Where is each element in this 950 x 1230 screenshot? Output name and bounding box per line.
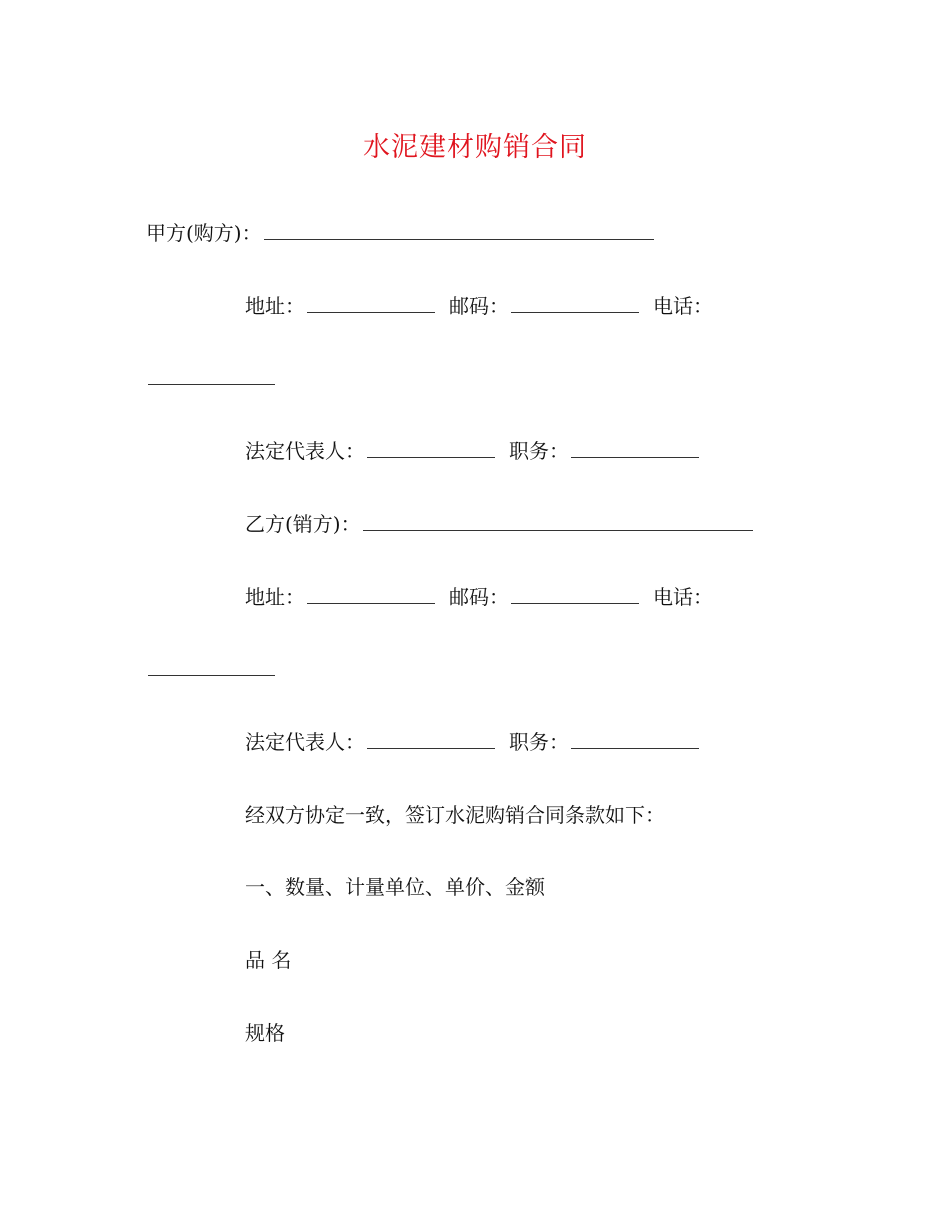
party-a-postcode-field[interactable] [511,292,639,313]
party-b-rep-label: 法定代表人： [245,730,365,754]
party-a-phone-line [146,364,277,392]
party-b-rep-field[interactable] [367,728,495,749]
party-a-line [146,219,656,247]
party-b-phone-field[interactable] [148,655,275,676]
party-a-postcode-label: 邮码： [449,294,509,318]
party-b-line [245,510,755,538]
party-b-rep-line [245,728,701,756]
party-a-contact-line [245,292,713,320]
party-b-postcode-field[interactable] [511,583,639,604]
party-b-postcode-label: 邮码： [449,585,509,609]
party-b-address-label: 地址： [245,585,305,609]
party-b-name-field[interactable] [363,510,753,531]
party-a-rep-label: 法定代表人： [245,439,365,463]
party-b-contact-line [245,583,713,611]
party-a-position-field[interactable] [571,437,699,458]
party-a-phone-field[interactable] [148,364,275,385]
party-b-phone-line [146,655,277,683]
party-a-phone-label: 电话： [653,294,713,318]
party-a-label: 甲方(购方)： [146,221,262,245]
party-b-phone-label: 电话： [653,585,713,609]
item-name-label: 品 名 [245,948,292,972]
party-b-address-field[interactable] [307,583,435,604]
party-b-label: 乙方(销方)： [245,512,361,536]
party-a-rep-line [245,437,701,465]
party-b-position-label: 职务： [509,730,569,754]
party-a-rep-field[interactable] [367,437,495,458]
page-title: 水泥建材购销合同 [363,132,587,163]
party-b-position-field[interactable] [571,728,699,749]
spec-label: 规格 [245,1021,285,1045]
party-a-address-label: 地址： [245,294,305,318]
party-a-position-label: 职务： [509,439,569,463]
intro-paragraph: 经双方协定一致，签订水泥购销合同条款如下： [245,803,665,827]
section-1-heading: 一、数量、计量单位、单价、金额 [245,875,545,899]
party-a-name-field[interactable] [264,219,654,240]
party-a-address-field[interactable] [307,292,435,313]
